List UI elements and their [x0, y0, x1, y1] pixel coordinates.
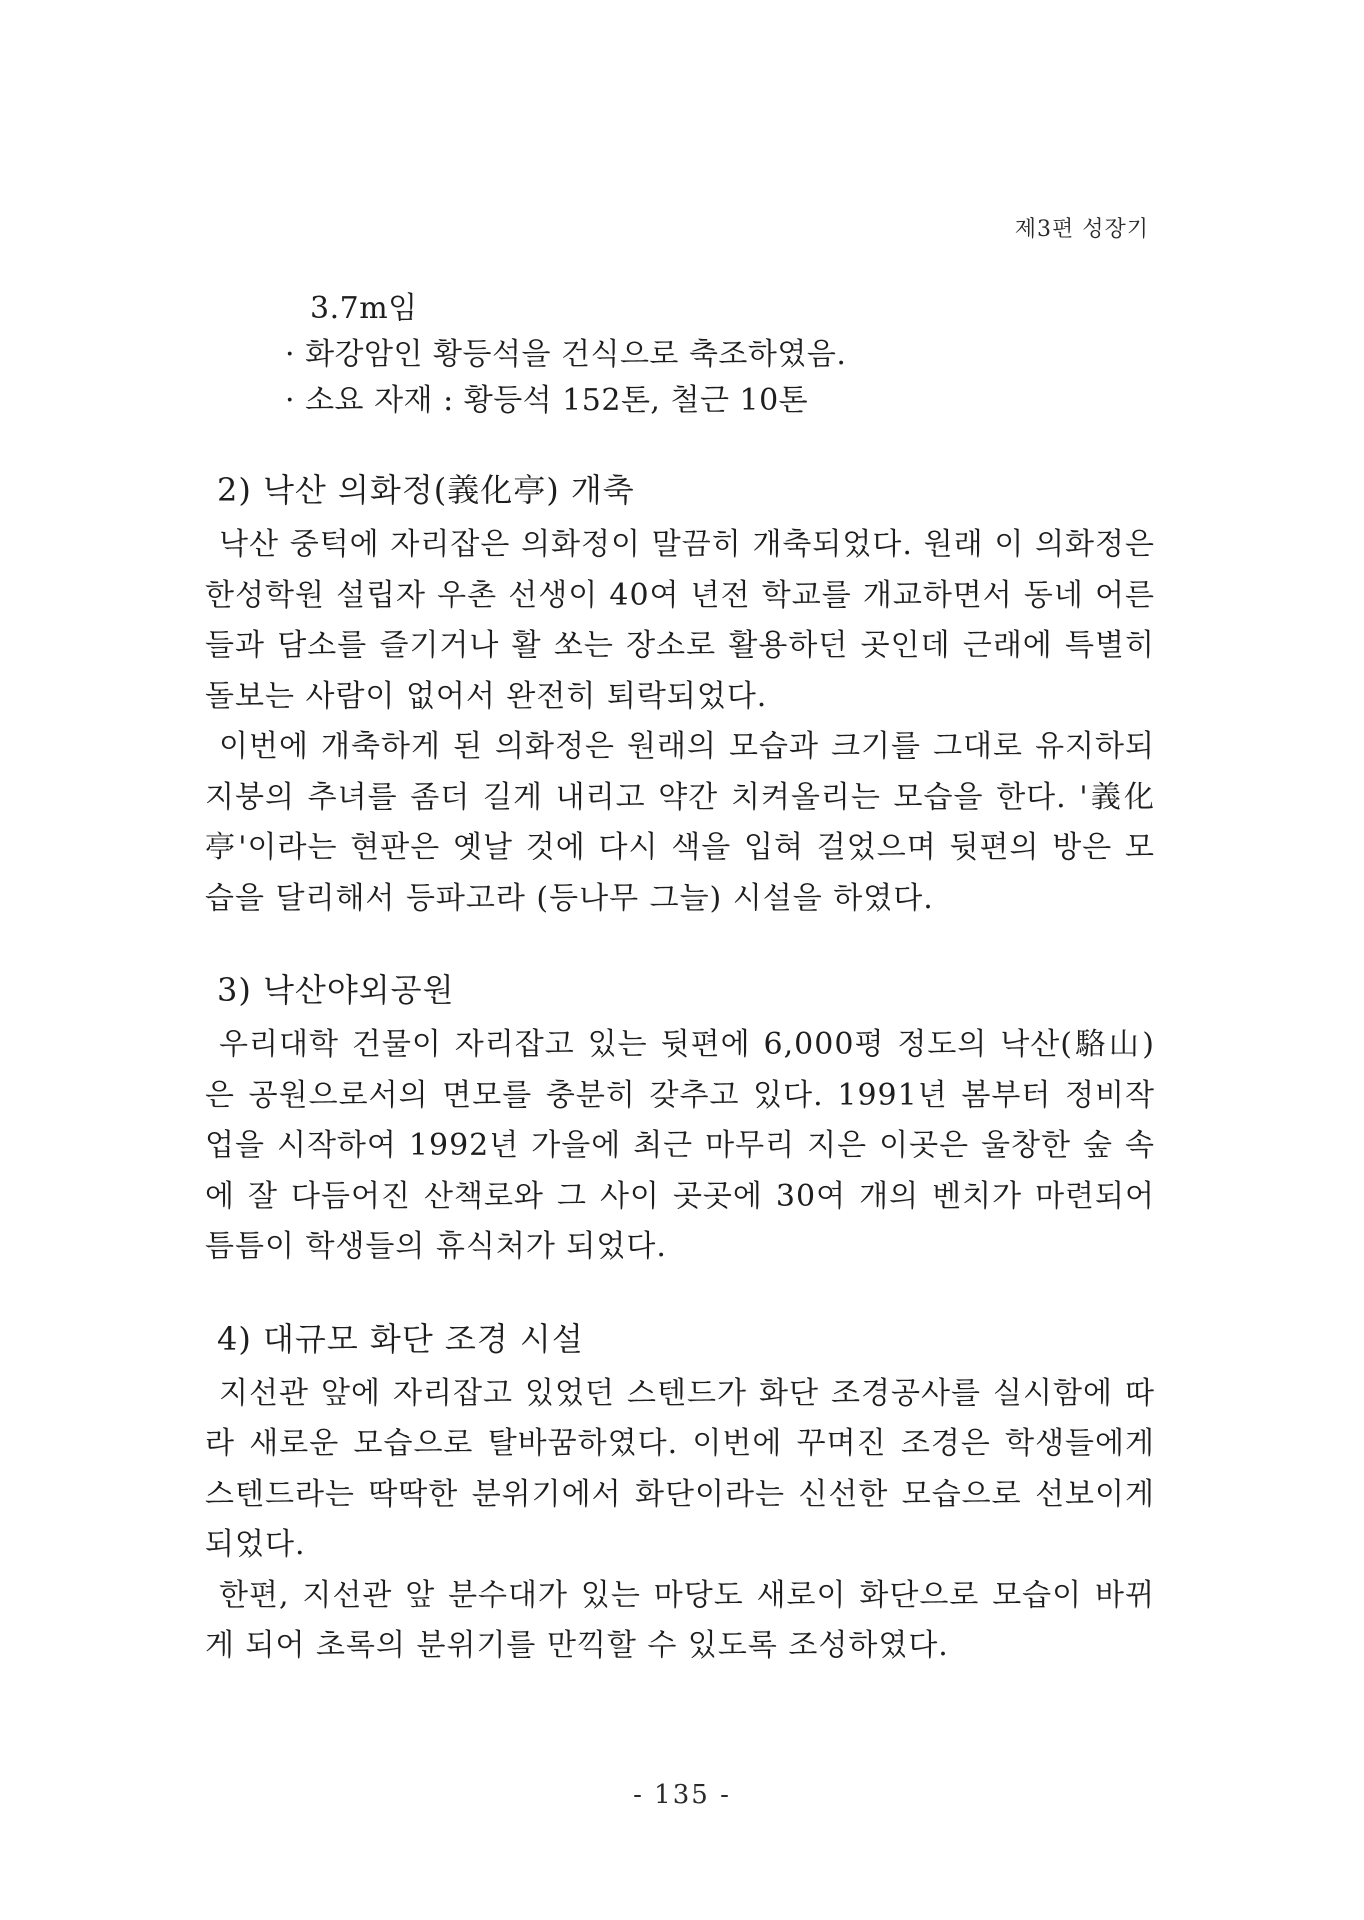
bullet-item: · 소요 자재 : 황등석 152톤, 철근 10톤	[285, 383, 809, 418]
paragraph: 지선관 앞에 자리잡고 있었던 스텐드가 화단 조경공사를 실시함에 따라 새로운 모습으로 탈바꿈하였다. 이번에 꾸며진 조경은 학생들에게 스텐드라는 딱딱한 분위기에서 화단이라는 신선한 모습으로 선보이게 되었다.	[205, 1375, 1155, 1562]
section-outdoor-park	[205, 966, 1155, 1273]
continued-text: 3.7m임	[310, 291, 418, 326]
running-head: 제3편 성장기	[1014, 217, 1149, 242]
paragraph: 낙산 중턱에 자리잡은 의화정이 말끔히 개축되었다. 원래 이 의화정은 한성학원 설립자 우촌 선생이 40여 년전 학교를 개교하면서 동네 어른들과 담소를 즐기거나 활 쏘는 장소로 활용하던 곳인데 근래에 특별히 돌보는 사람이 없어서 완전히 퇴락되었다.	[205, 527, 1155, 714]
section-heading: 3) 낙산야외공원	[217, 971, 455, 1009]
bullet-item: · 화강암인 황등석을 건식으로 축조하였음.	[285, 337, 847, 372]
section-heading: 4) 대규모 화단 조경 시설	[217, 1319, 584, 1358]
paragraph: 이번에 개축하게 된 의화정은 원래의 모습과 크기를 그대로 유지하되 지붕의 추녀를 좀더 길게 내리고 약간 치켜올리는 모습을 한다. '義化亭'이라는 현판은 옛날 것에 다시 색을 입혀 걸었으며 뒷편의 방은 모습을 달리해서 등파고라 (등나무 그늘) 시설을 하였다.	[205, 729, 1155, 916]
page-number: - 135 -	[633, 1780, 731, 1810]
body-content	[205, 286, 1155, 1672]
section-heading: 2) 낙산 의화정(義化亭) 개축	[217, 471, 635, 509]
paragraph: 우리대학 건물이 자리잡고 있는 뒷편에 6,000평 정도의 낙산(駱山)은 공원으로서의 면모를 충분히 갖추고 있다. 1991년 봄부터 정비작업을 시작하여 1992년 가을에 최근 마무리 지은 이곳은 울창한 숲 속에 잘 다듬어진 산책로와 그 사이 곳곳에 30여 개의 벤치가 마련되어 틈틈이 학생들의 휴식처가 되었다.	[205, 1027, 1155, 1264]
section-flowerbed-landscaping	[205, 1315, 1155, 1672]
paragraph: 한편, 지선관 앞 분수대가 있는 마당도 새로이 화단으로 모습이 바뀌게 되어 초록의 분위기를 만끽할 수 있도록 조성하였다.	[205, 1577, 1155, 1663]
section-pavilion-rebuild	[205, 466, 1155, 924]
continued-list	[205, 286, 1155, 424]
